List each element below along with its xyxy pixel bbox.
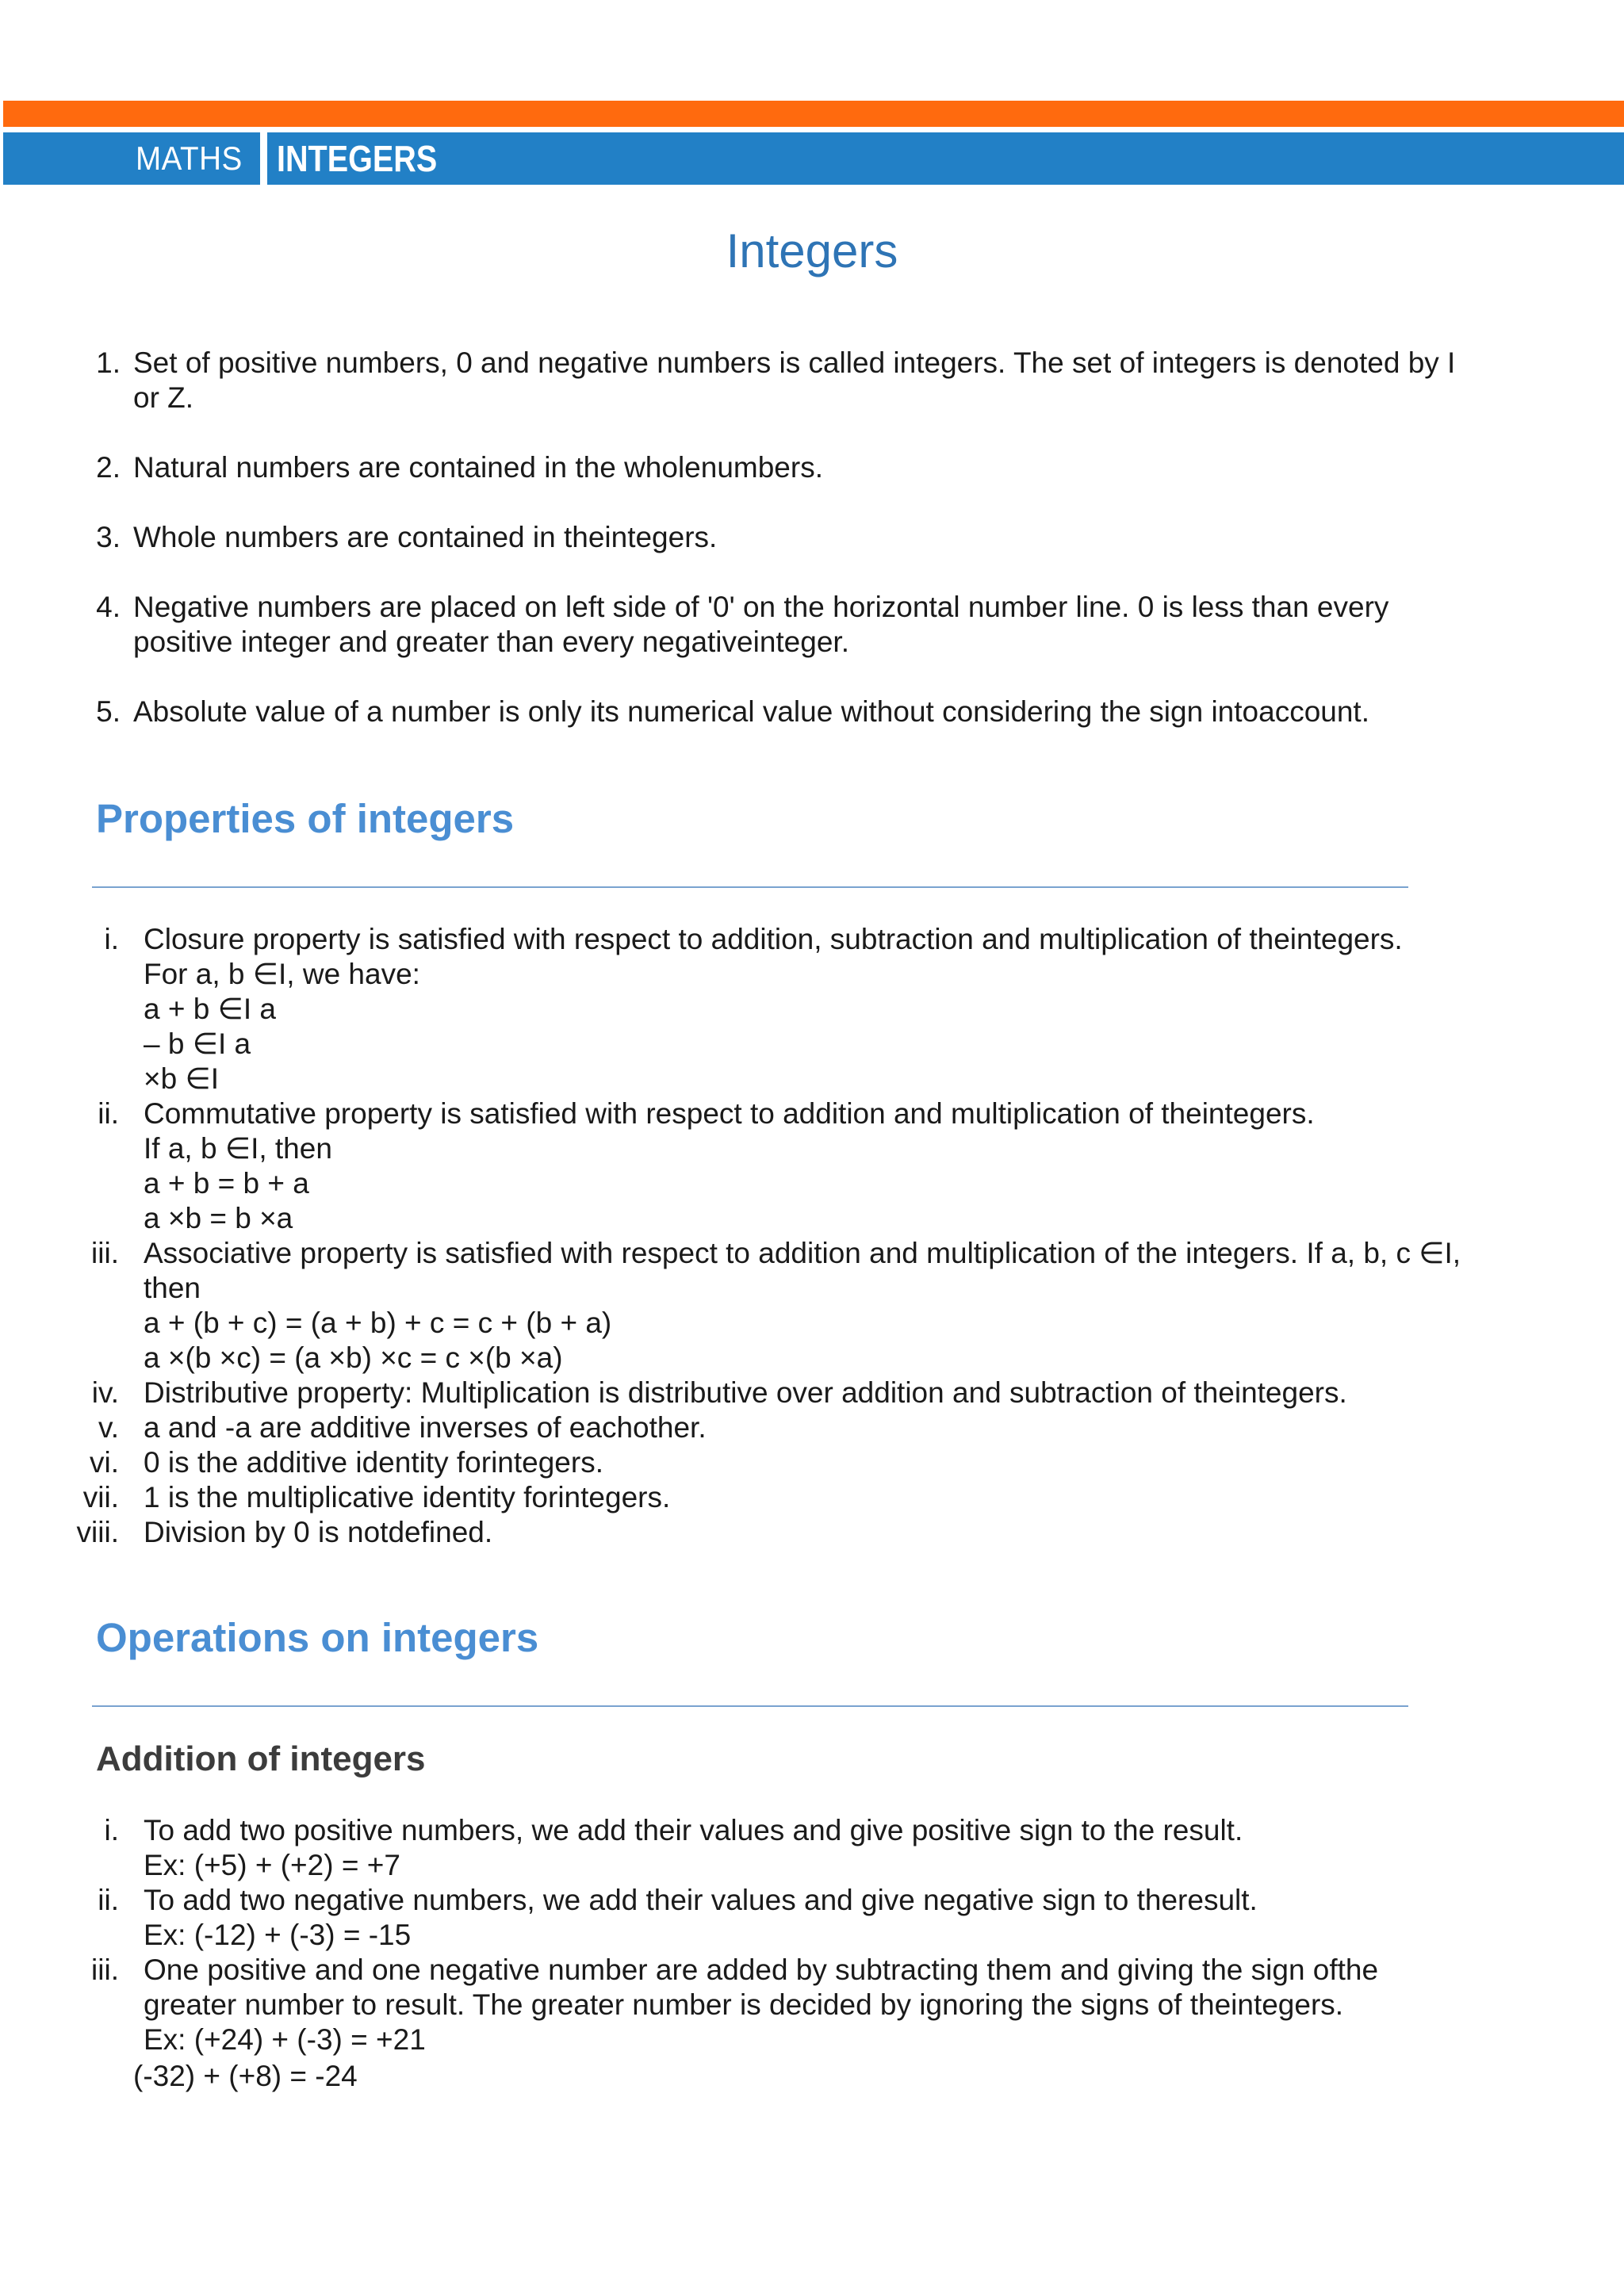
list-text: a + (b + c) = (a + b) + c = c + (b + a): [144, 1307, 612, 1339]
list-marker: i.: [104, 1814, 119, 1846]
addition-rules-list: [70, 1813, 1545, 2057]
list-item: [79, 695, 1530, 729]
header-orange-bar: [3, 101, 1624, 127]
section-heading-operations: Operations on integers: [96, 1615, 539, 1660]
list-item: [79, 520, 1530, 555]
list-text: Closure property is satisfied with respect to addition, subtraction and multiplication of theintegers.: [144, 923, 1403, 955]
list-text: Natural numbers are contained in the wholenumbers.: [133, 451, 823, 484]
list-item: [70, 1410, 1545, 1445]
list-marker: iii.: [91, 1954, 119, 1986]
list-marker: iii.: [91, 1237, 119, 1269]
list-item: [70, 1445, 1545, 1480]
list-text: 1 is the multiplicative identity forintegers.: [144, 1481, 671, 1513]
intro-points-list: [79, 346, 1530, 764]
list-text: – b ∈I a: [144, 1027, 251, 1060]
list-text: Ex: (+24) + (-3) = +21: [144, 2023, 426, 2056]
list-text: or Z.: [133, 381, 194, 414]
list-item: [70, 1480, 1545, 1515]
list-text: ×b ∈I: [144, 1062, 219, 1095]
list-text: One positive and one negative number are added by subtracting them and giving the sign ofthe: [144, 1954, 1379, 1986]
list-marker: ii.: [98, 1097, 119, 1130]
list-text: For a, b ∈I, we have:: [144, 958, 420, 990]
list-item: [79, 590, 1530, 660]
page-title-text: Integers: [726, 224, 898, 277]
list-text: Ex: (-12) + (-3) = -15: [144, 1919, 412, 1951]
page-title: [0, 224, 1624, 278]
list-text: a and -a are additive inverses of eachother.: [144, 1411, 707, 1444]
list-text: To add two positive numbers, we add their values and give positive sign to the result.: [144, 1814, 1243, 1846]
list-marker: 4.: [96, 591, 121, 623]
list-text: Whole numbers are contained in theintegers.: [133, 521, 718, 553]
section-divider: [92, 886, 1408, 888]
list-text: Division by 0 is notdefined.: [144, 1516, 493, 1548]
list-text: To add two negative numbers, we add their values and give negative sign to theresult.: [144, 1884, 1258, 1916]
list-text: Associative property is satisfied with respect to addition and multiplication of the integers. If a, b, c ∈I,: [144, 1237, 1461, 1269]
list-text: If a, b ∈I, then: [144, 1132, 332, 1165]
list-text: then: [144, 1272, 201, 1304]
list-text: a ×b = b ×a: [144, 1202, 293, 1234]
list-item: [70, 1813, 1545, 1883]
list-marker: i.: [104, 923, 119, 955]
list-item: [70, 1376, 1545, 1410]
list-marker: 1.: [96, 346, 121, 379]
list-marker: iv.: [91, 1376, 119, 1409]
list-item: [70, 1953, 1545, 2057]
list-text: Distributive property: Multiplication is distributive over addition and subtraction of theintegers.: [144, 1376, 1347, 1409]
list-text: Commutative property is satisfied with respect to addition and multiplication of theintegers.: [144, 1097, 1315, 1130]
list-marker: vii.: [82, 1481, 119, 1513]
example-line: (-32) + (+8) = -24: [133, 2060, 358, 2092]
list-text: a + b = b + a: [144, 1167, 309, 1200]
header-topic: INTEGERS: [277, 138, 438, 179]
list-text: a + b ∈I a: [144, 993, 276, 1025]
list-marker: viii.: [76, 1516, 119, 1548]
list-text: greater number to result. The greater number is decided by ignoring the signs of theintegers.: [144, 1988, 1344, 2021]
list-marker: ii.: [98, 1884, 119, 1916]
list-text: Ex: (+5) + (+2) = +7: [144, 1849, 400, 1881]
list-marker: 5.: [96, 695, 121, 728]
list-item: [79, 450, 1530, 485]
subsection-heading-addition: Addition of integers: [96, 1739, 426, 1778]
list-item: [70, 1883, 1545, 1953]
section-heading-properties: Properties of integers: [96, 796, 515, 841]
list-marker: vi.: [90, 1446, 119, 1479]
list-marker: v.: [98, 1411, 119, 1444]
list-text: Absolute value of a number is only its numerical value without considering the sign intoaccount.: [133, 695, 1369, 728]
list-item: [70, 1236, 1545, 1376]
list-marker: 3.: [96, 521, 121, 553]
list-text: Negative numbers are placed on left side of '0' on the horizontal number line. 0 is less than every: [133, 591, 1389, 623]
list-item: [70, 1515, 1545, 1550]
list-text: a ×(b ×c) = (a ×b) ×c = c ×(b ×a): [144, 1341, 563, 1374]
list-marker: 2.: [96, 451, 121, 484]
list-text: positive integer and greater than every negativeinteger.: [133, 626, 849, 658]
header-separator: [260, 132, 267, 185]
header-subject: MATHS: [136, 140, 243, 177]
list-text: Set of positive numbers, 0 and negative numbers is called integers. The set of integers is denoted by I: [133, 346, 1456, 379]
list-item: [70, 1096, 1545, 1236]
header-blue-bar: [3, 132, 1624, 185]
list-item: [70, 922, 1545, 1096]
section-divider: [92, 1705, 1408, 1707]
list-item: [79, 346, 1530, 415]
list-text: 0 is the additive identity forintegers.: [144, 1446, 603, 1479]
properties-list: [70, 922, 1545, 1550]
